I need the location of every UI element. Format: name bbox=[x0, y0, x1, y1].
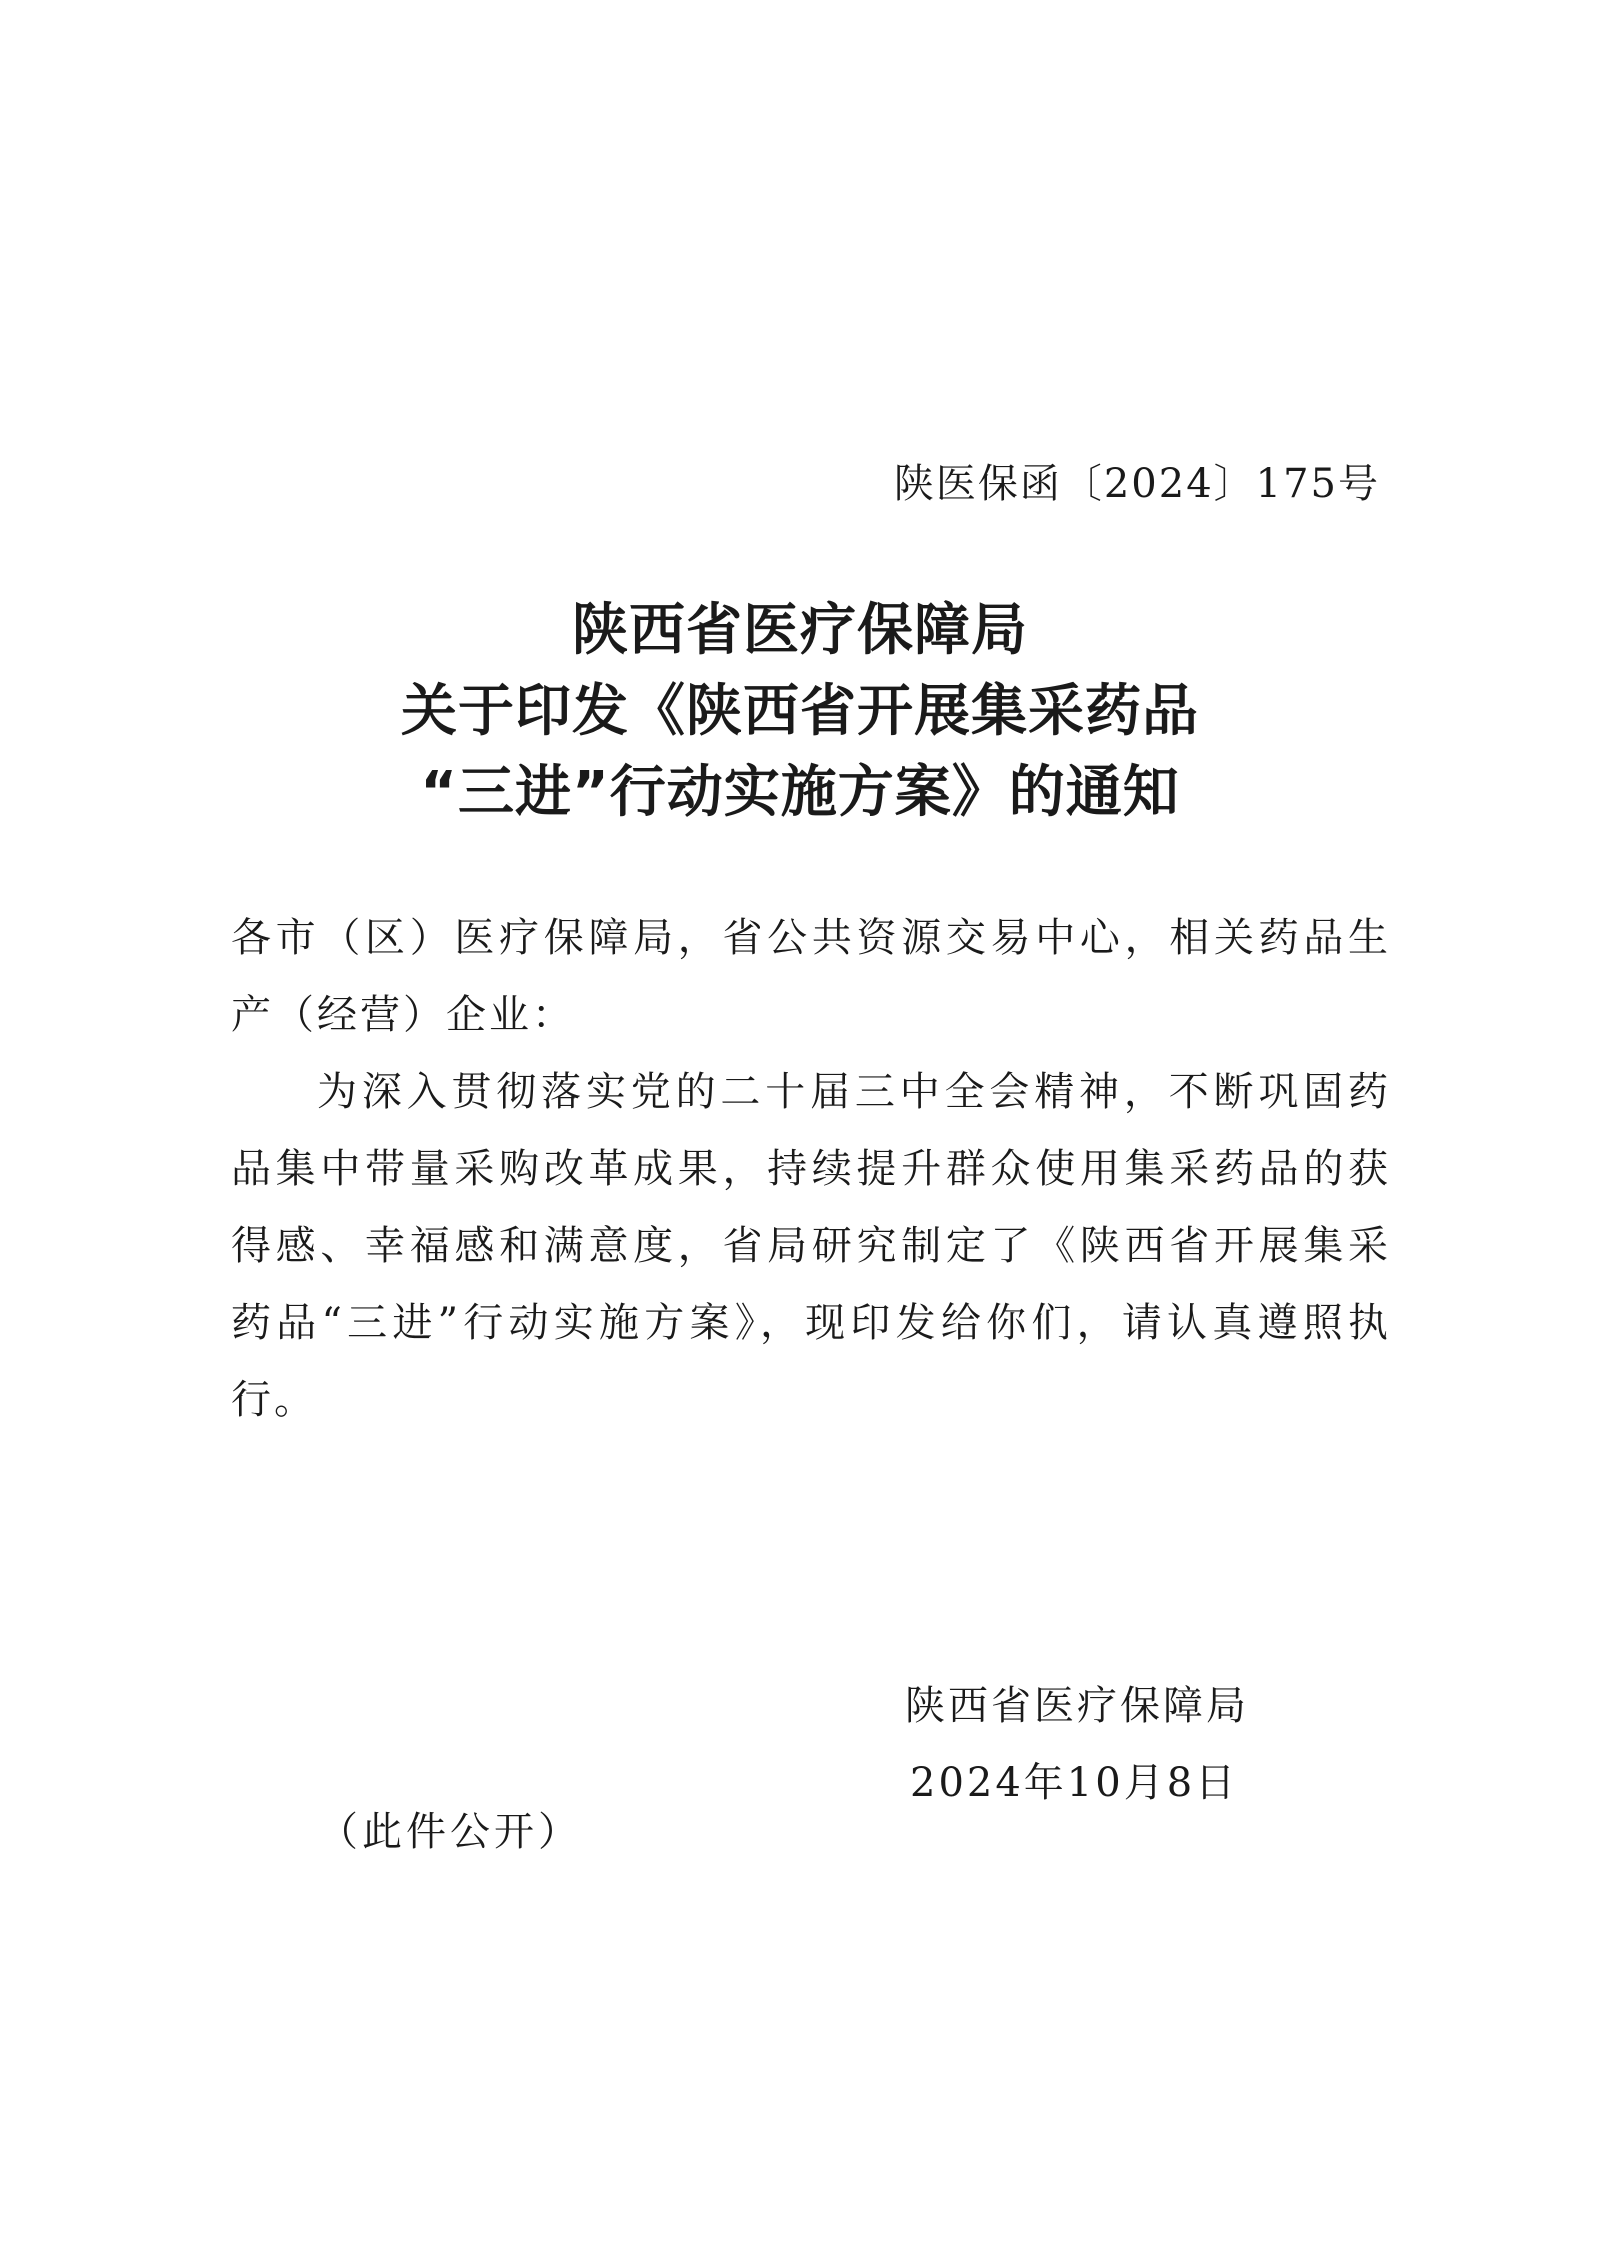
issue-date: 2024年10月8日 bbox=[910, 1760, 1239, 1806]
document-body bbox=[231, 900, 1391, 1439]
title-line-1: 陕西省医疗保障局 bbox=[572, 598, 1028, 663]
document-title bbox=[0, 590, 1600, 833]
signature-block bbox=[905, 1668, 1249, 1822]
body-paragraph: 为深入贯彻落实党的二十届三中全会精神，不断巩固药品集中带量采购改革成果，持续提升群众使用集采药品的获得感、幸福感和满意度，省局研究制定了《陕西省开展集采药品“三进”行动实施方案》，现印发给你们，请认真遵照执行。 bbox=[231, 1069, 1391, 1423]
addressee: 各市（区）医疗保障局，省公共资源交易中心，相关药品生产（经营）企业： bbox=[231, 915, 1391, 1038]
title-line-3: “三进”行动实施方案》的通知 bbox=[420, 760, 1180, 825]
document-number: 陕医保函〔2024〕175号 bbox=[893, 461, 1380, 507]
public-note: （此件公开） bbox=[318, 1809, 582, 1855]
title-line-2: 关于印发《陕西省开展集采药品 bbox=[401, 679, 1199, 744]
issuer-name: 陕西省医疗保障局 bbox=[905, 1683, 1249, 1729]
